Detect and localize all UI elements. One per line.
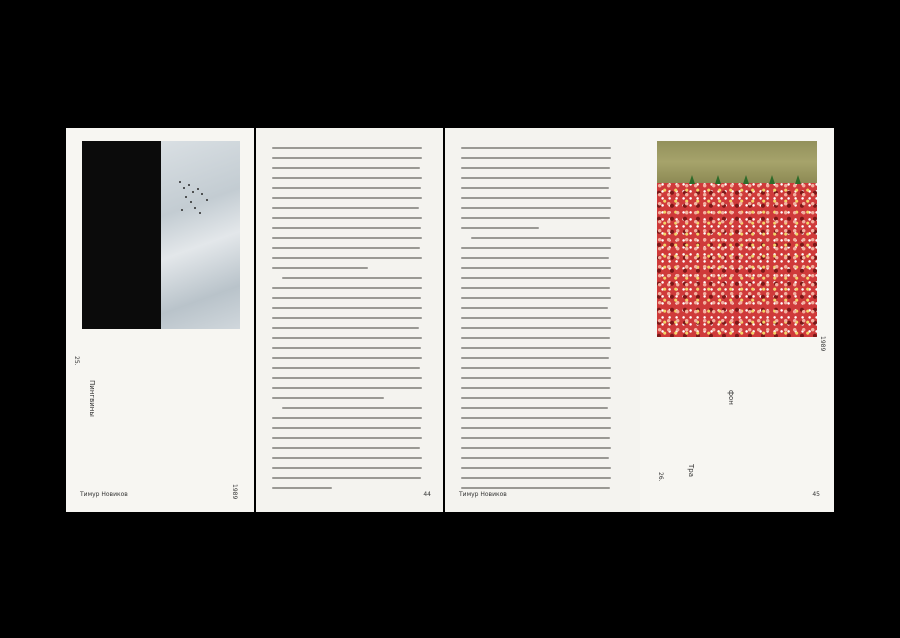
text-line-graphic: [272, 177, 422, 179]
artwork-textile-penguins: [82, 141, 240, 329]
text-line-graphic: [461, 387, 610, 389]
body-text-column: [272, 144, 422, 490]
right-artwork-page: [640, 128, 834, 512]
text-line-graphic: [461, 247, 611, 249]
text-line-graphic: [461, 407, 608, 409]
text-line-graphic: [461, 187, 609, 189]
textile-green-spike: [715, 175, 721, 184]
page-number: 45: [812, 491, 820, 498]
text-line-graphic: [461, 447, 611, 449]
text-line-graphic: [282, 407, 422, 409]
text-line-graphic: [461, 377, 611, 379]
textile-silk-panel: [161, 141, 240, 329]
text-line-graphic: [461, 467, 611, 469]
text-line-graphic: [272, 227, 421, 229]
textile-mark: [199, 212, 201, 214]
text-line-graphic: [461, 427, 611, 429]
text-line-graphic: [272, 247, 420, 249]
textile-green-spike: [689, 175, 695, 184]
caption-index: 26.: [657, 472, 664, 482]
caption-title: Тра: [687, 464, 695, 478]
text-line-graphic: [461, 177, 611, 179]
text-line-graphic: [272, 257, 422, 259]
textile-mark: [188, 184, 190, 186]
text-line-graphic: [461, 357, 609, 359]
text-line-graphic: [461, 217, 610, 219]
caption-year: 1989: [231, 484, 238, 500]
left-artwork-page: [66, 128, 254, 512]
text-line-graphic: [461, 197, 611, 199]
textile-mark: [190, 201, 192, 203]
textile-mark: [197, 188, 199, 190]
caption-index: 25.: [73, 356, 80, 366]
text-line-graphic: [461, 367, 611, 369]
running-footer-author: Тимур Новиков: [459, 491, 507, 498]
text-line-graphic: [461, 167, 610, 169]
text-line-graphic: [461, 327, 611, 329]
text-line-graphic: [272, 327, 419, 329]
text-line-graphic: [461, 487, 610, 489]
text-line-graphic: [272, 167, 420, 169]
caption-year: 1989: [819, 336, 826, 352]
textile-mark: [185, 196, 187, 198]
text-line-graphic: [461, 437, 610, 439]
textile-mark: [206, 199, 208, 201]
textile-green-spike: [743, 175, 749, 184]
page-number: 44: [423, 491, 431, 498]
text-line-graphic: [272, 457, 422, 459]
text-line-graphic: [272, 267, 368, 269]
text-line-graphic: [272, 317, 422, 319]
text-line-graphic: [461, 147, 611, 149]
text-line-graphic: [272, 187, 421, 189]
text-line-graphic: [272, 287, 422, 289]
text-line-graphic: [272, 347, 421, 349]
text-line-graphic: [461, 307, 608, 309]
text-line-graphic: [272, 467, 422, 469]
textile-floral-panel: [657, 183, 817, 337]
caption-title: Пингвины: [88, 380, 96, 417]
text-line-graphic: [272, 417, 422, 419]
text-line-graphic: [272, 397, 384, 399]
text-page-right: [445, 128, 640, 512]
text-line-graphic: [272, 217, 422, 219]
text-line-graphic: [461, 457, 609, 459]
text-line-graphic: [461, 317, 611, 319]
text-line-graphic: [272, 367, 420, 369]
text-line-graphic: [272, 147, 422, 149]
text-line-graphic: [272, 197, 422, 199]
textile-olive-panel: [657, 141, 817, 183]
text-page-44: [256, 128, 443, 512]
text-line-graphic: [461, 227, 539, 229]
text-line-graphic: [461, 417, 611, 419]
text-line-graphic: [272, 487, 332, 489]
text-line-graphic: [272, 157, 422, 159]
text-line-graphic: [461, 337, 610, 339]
text-line-graphic: [272, 237, 422, 239]
text-line-graphic: [272, 357, 422, 359]
text-line-graphic: [272, 307, 422, 309]
textile-green-spike: [795, 175, 801, 184]
text-line-graphic: [272, 447, 420, 449]
text-line-graphic: [272, 387, 422, 389]
text-line-graphic: [471, 237, 611, 239]
text-line-graphic: [461, 157, 611, 159]
body-text-column: [461, 144, 611, 490]
textile-mark: [179, 181, 181, 183]
running-footer-author: Тимур Новиков: [80, 491, 128, 498]
text-line-graphic: [461, 207, 611, 209]
textile-mark: [192, 191, 194, 193]
text-line-graphic: [461, 477, 611, 479]
text-line-graphic: [272, 377, 422, 379]
textile-mark: [183, 187, 185, 189]
textile-mark: [194, 207, 196, 209]
text-line-graphic: [272, 477, 421, 479]
text-line-graphic: [461, 297, 611, 299]
artwork-textile-red-floral: [657, 141, 817, 337]
textile-mark: [181, 209, 183, 211]
text-line-graphic: [461, 267, 611, 269]
text-line-graphic: [272, 437, 422, 439]
text-line-graphic: [461, 277, 611, 279]
text-line-graphic: [272, 337, 422, 339]
textile-black-panel: [82, 141, 161, 329]
caption-title-part: фон: [727, 390, 735, 405]
text-line-graphic: [461, 347, 611, 349]
textile-mark: [201, 193, 203, 195]
text-line-graphic: [272, 297, 421, 299]
text-line-graphic: [461, 257, 609, 259]
text-line-graphic: [461, 287, 610, 289]
text-line-graphic: [461, 397, 611, 399]
text-line-graphic: [282, 277, 422, 279]
text-line-graphic: [272, 427, 421, 429]
textile-green-spike: [769, 175, 775, 184]
text-line-graphic: [272, 207, 419, 209]
